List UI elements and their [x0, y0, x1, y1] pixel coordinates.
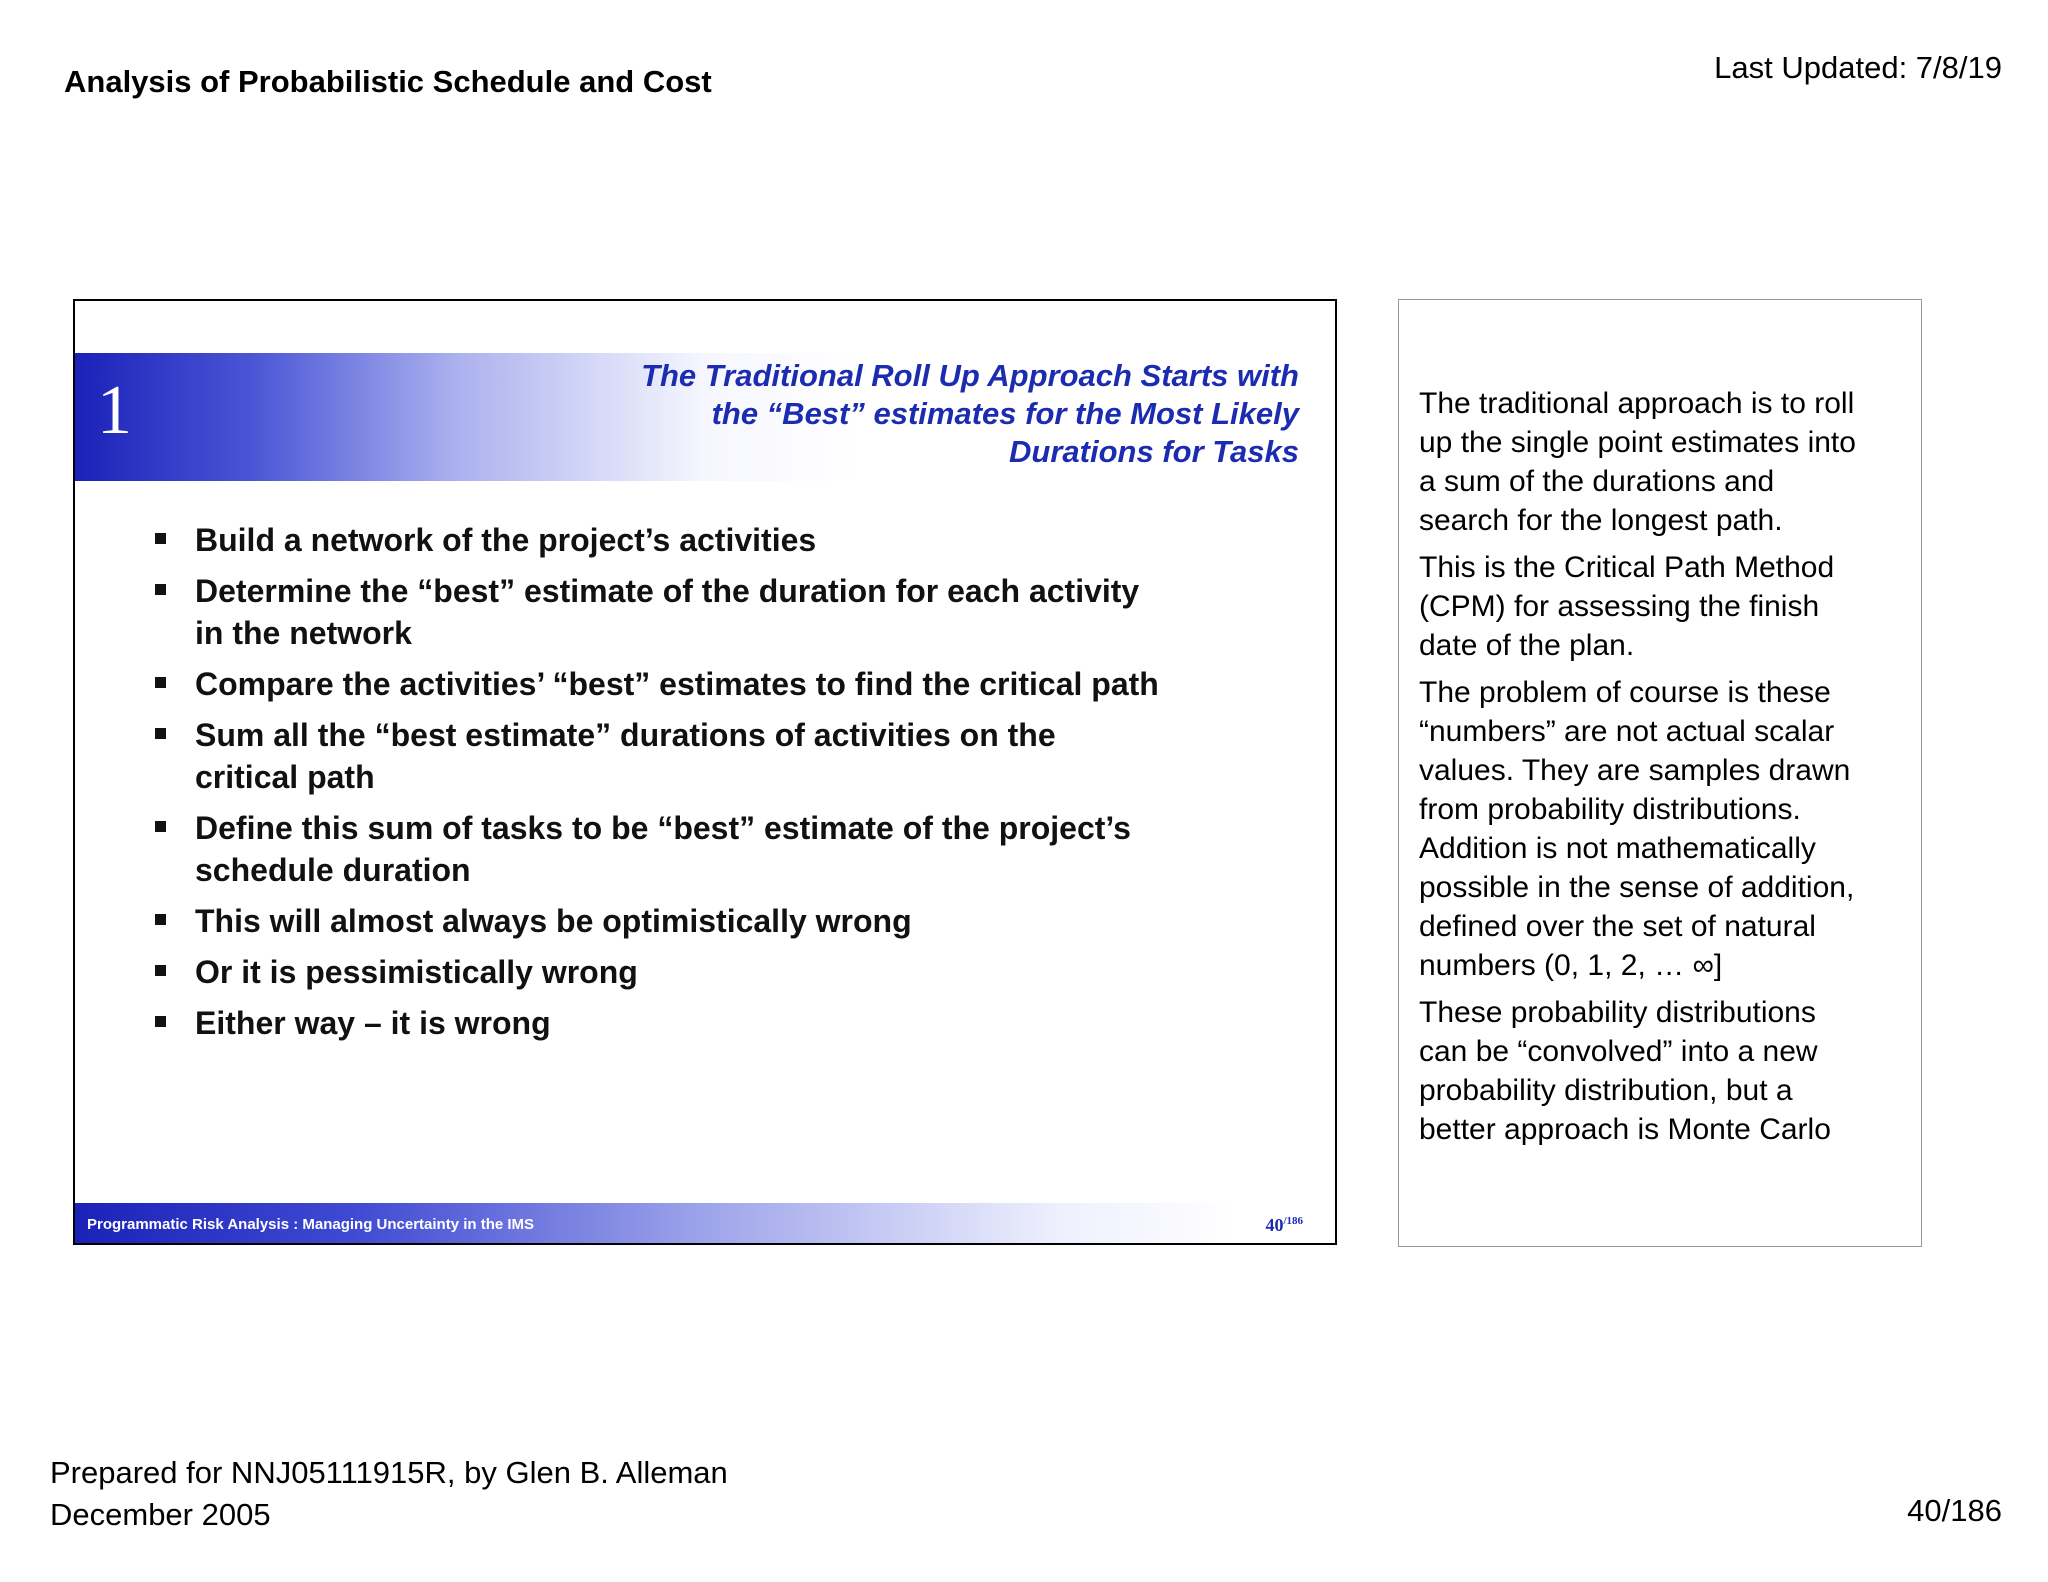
slide-page-total: /186 [1283, 1215, 1303, 1227]
bullet-text: Determine the “best” estimate of the duration for each activity [195, 573, 1140, 609]
notes-paragraph: This is the Critical Path Method (CPM) for assessing the finish date of the plan. [1419, 551, 1835, 662]
notes-panel [1398, 299, 1922, 1247]
bullet-text: Build a network of the project’s activities [195, 522, 817, 558]
slide-page-current: 40 [1265, 1215, 1284, 1235]
prepared-by [50, 1452, 728, 1536]
bullet-item [151, 900, 1301, 942]
square-bullet-icon [155, 677, 166, 688]
square-bullet-icon [155, 965, 166, 976]
square-bullet-icon [155, 728, 166, 739]
square-bullet-icon [155, 584, 166, 595]
bullet-text: in the network [195, 615, 412, 651]
slide-bullet-list [151, 519, 1301, 1053]
slide-footer-banner [75, 1203, 1337, 1245]
bullet-item [151, 570, 1301, 654]
bullet-text: schedule duration [195, 852, 471, 888]
prepared-date: December 2005 [50, 1497, 271, 1532]
slide-page-number [1265, 1215, 1303, 1236]
page-number: 40/186 [1907, 1493, 2002, 1528]
document-title: Analysis of Probabilistic Schedule and Cost [64, 64, 712, 99]
slide-heading-line: the “Best” estimates for the Most Likely [711, 396, 1299, 431]
square-bullet-icon [155, 821, 166, 832]
bullet-text: Sum all the “best estimate” durations of activities on the [195, 717, 1056, 753]
slide-header-banner [75, 353, 1337, 481]
notes-paragraph: The traditional approach is to roll up the single point estimates into a sum of the durations and search for the longest path. [1419, 387, 1856, 537]
notes-paragraph: These probability distributions can be “convolved” into a new probability distribution, but a better approach is Monte Carlo [1419, 996, 1831, 1146]
slide-footer-title: Programmatic Risk Analysis : Managing Uncertainty in the IMS [87, 1216, 535, 1233]
bullet-item [151, 663, 1301, 705]
bullet-item [151, 951, 1301, 993]
bullet-text: critical path [195, 759, 375, 795]
prepared-for-line: Prepared for NNJ05111915R, by Glen B. Alleman [50, 1455, 728, 1490]
bullet-item [151, 807, 1301, 891]
bullet-text: This will almost always be optimistically wrong [195, 903, 912, 939]
bullet-text: Compare the activities’ “best” estimates to find the critical path [195, 666, 1159, 702]
last-updated-date: Last Updated: 7/8/19 [1714, 50, 2002, 85]
bullet-item [151, 519, 1301, 561]
bullet-text: Or it is pessimistically wrong [195, 954, 638, 990]
notes-paragraph: The problem of course is these “numbers” are not actual scalar values. They are samples drawn from probability distributions. Addition is not mathematically possible in the sense of addition, defined over the set of natural numbers (0, 1, 2, … ∞] [1419, 676, 1855, 982]
bullet-item [151, 714, 1301, 798]
square-bullet-icon [155, 914, 166, 925]
square-bullet-icon [155, 1016, 166, 1027]
slide-section-number: 1 [97, 372, 132, 449]
slide-heading [399, 357, 1299, 471]
bullet-text: Either way – it is wrong [195, 1005, 551, 1041]
bullet-item [151, 1002, 1301, 1044]
slide-heading-line: Durations for Tasks [1009, 434, 1299, 469]
bullet-text: Define this sum of tasks to be “best” estimate of the project’s [195, 810, 1131, 846]
square-bullet-icon [155, 533, 166, 544]
slide-image [73, 299, 1337, 1245]
notes-text [1419, 384, 1909, 1157]
slide-heading-line: The Traditional Roll Up Approach Starts with [641, 358, 1299, 393]
